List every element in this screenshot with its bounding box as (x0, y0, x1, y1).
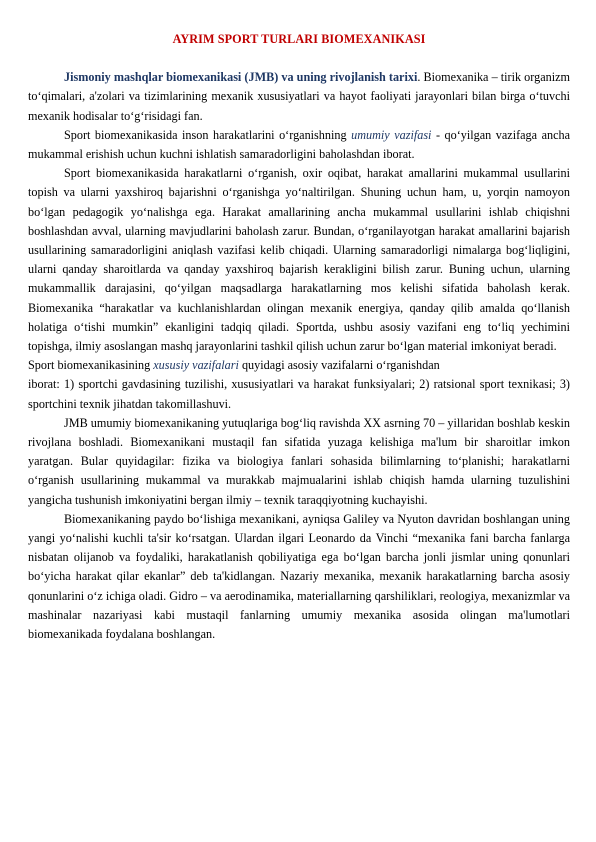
paragraph-mechanics-origin: Biomexanikaning paydo bo‘lishiga mexanikani, ayniqsa Galiley va Nyuton davridan boshlangan uning yangi yo‘nalishi kuchli ta'sir ko‘rsatgan. Ulardan ilgari Leonardo da Vinchi “mexanika fani barcha fanlarga nisbatan olijanob va foydaliki, harakatlanish qobiliyatiga ega bo‘lgan barcha jonli jismlar uning qonunlari bo‘yicha harakat qilar ekanlar” deb ta'kidlangan. Nazariy mexanika, mexanik harakatlarning barcha asosiy qonunlarini o‘z ichiga oladi. Gidro – va aerodinamika, materiallarning qarshiliklari, reologiya, mexanizmlar va mashinalar nazariyasi kabi mustaqil fanlarning umumiy mexanika asosida olingan ma'lumotlari biomexanikada foydalana boshlangan. (28, 511, 570, 642)
paragraph-text: quyidagi asosiy vazifalarni o‘rganishdan (238, 358, 440, 373)
paragraph-specific-tasks-list: iborat: 1) sportchi gavdasining tuzilishi, xususiyatlari va harakat funksiyalari; 2) ratsional sport texnikasi; 3) sportchini texnik jihatdan takomillashuvi. (28, 377, 570, 411)
paragraph-text: - qo‘yilgan vazifaga ancha mukammal erishish uchun kuchni ishlatish samaradorligini baholashdan iborat. (28, 127, 571, 162)
emphasis-specific-tasks: xususiy vazifalari (153, 358, 239, 373)
paragraph-specific-tasks (28, 356, 570, 375)
paragraph-text: Sport biomexanikasining (28, 358, 154, 373)
paragraph-lead-heading: Jismoniy mashqlar biomexanikasi (JMB) va uning rivojlanish tarixi (64, 70, 418, 85)
paragraph-movement-study: Sport biomexanikasida harakatlarni o‘rganish, oxir oqibat, harakat amallarini mukammal usullarini topish va ularni yaxshiroq bajarishni o‘rganishga yo‘naltirilgan. Shuning uchun ham, u, yorqin namoyon bo‘lgan pedagogik yo‘nalishga ega. Harakat amallarining ancha mukammal usullarini ishlab chiqishni boshlashdan avval, ularning mavjudlarini baholash zarur. Bundan, o‘rganilayotgan harakat amallarini bajarish usullarining samaradorligini aniqlash vazifasi kelib chiqadi. Ularning samaradorligi nimalarga bog‘liqligini, ularni qanday sharoitlarda va qanday yaxshiroq bajarish kerakligini bilish zarur. Buning uchun, ularning mukammallik darajasini, qo‘yilgan maqsadlarga harakatlarning mos kelishi sifatida baholash kerak. Biomexanika “harakatlar va kuchlanishlardan olingan mexanik energiya, qanday qilib amalda qo‘llanish holatiga o‘tishi mumkin” ekanligini tadqiq qiladi. Sportda, ushbu asosiy vazifani eng to‘liq yechimini topishga, ilmiy asoslangan mashq jarayonlarini tashkil qilish uchun zarur bo‘lgan material imkoniyat beradi. (28, 166, 570, 354)
paragraph-text: . Biomexanika – tirik organizm to‘qimalari, a'zolari va tizimlarining mexanik xususiyatlari va hayot faoliyati jarayonlari bilan birga o‘tuvchi mexanik hodisalar to‘g‘risidagi fan. (28, 70, 570, 123)
document-title: AYRIM SPORT TURLARI BIOMEXANIKASI (172, 32, 426, 46)
paragraph-jmb-history: JMB umumiy biomexanikaning yutuqlariga bog‘liq ravishda XX asrning 70 – yillaridan boshlab keskin rivojlana boshladi. Biomexanikani mustaqil fan sifatida yuzaga kelishiga ma'lum bir sharoitlar imkon yaratgan. Bular quyidagilar: fizika va biologiya fanlari sohasida bilimlarning to‘planishi; harakatlarni o‘rganish usullarining mukammal va murakkab majmualarini ishlab chiqish hamda ularning tuzulishini yangicha tushunish imkoniyatini bergan ilmiy – texnik taraqqiyotning kuchayishi. (28, 415, 570, 507)
paragraph-general-task (28, 126, 570, 164)
document-page (28, 30, 570, 644)
emphasis-general-task: umumiy vazifasi (351, 127, 432, 142)
paragraph-text: Sport biomexanikasida inson harakatlarini o‘rganishning (64, 127, 352, 142)
paragraph-jmb-definition (28, 68, 570, 126)
